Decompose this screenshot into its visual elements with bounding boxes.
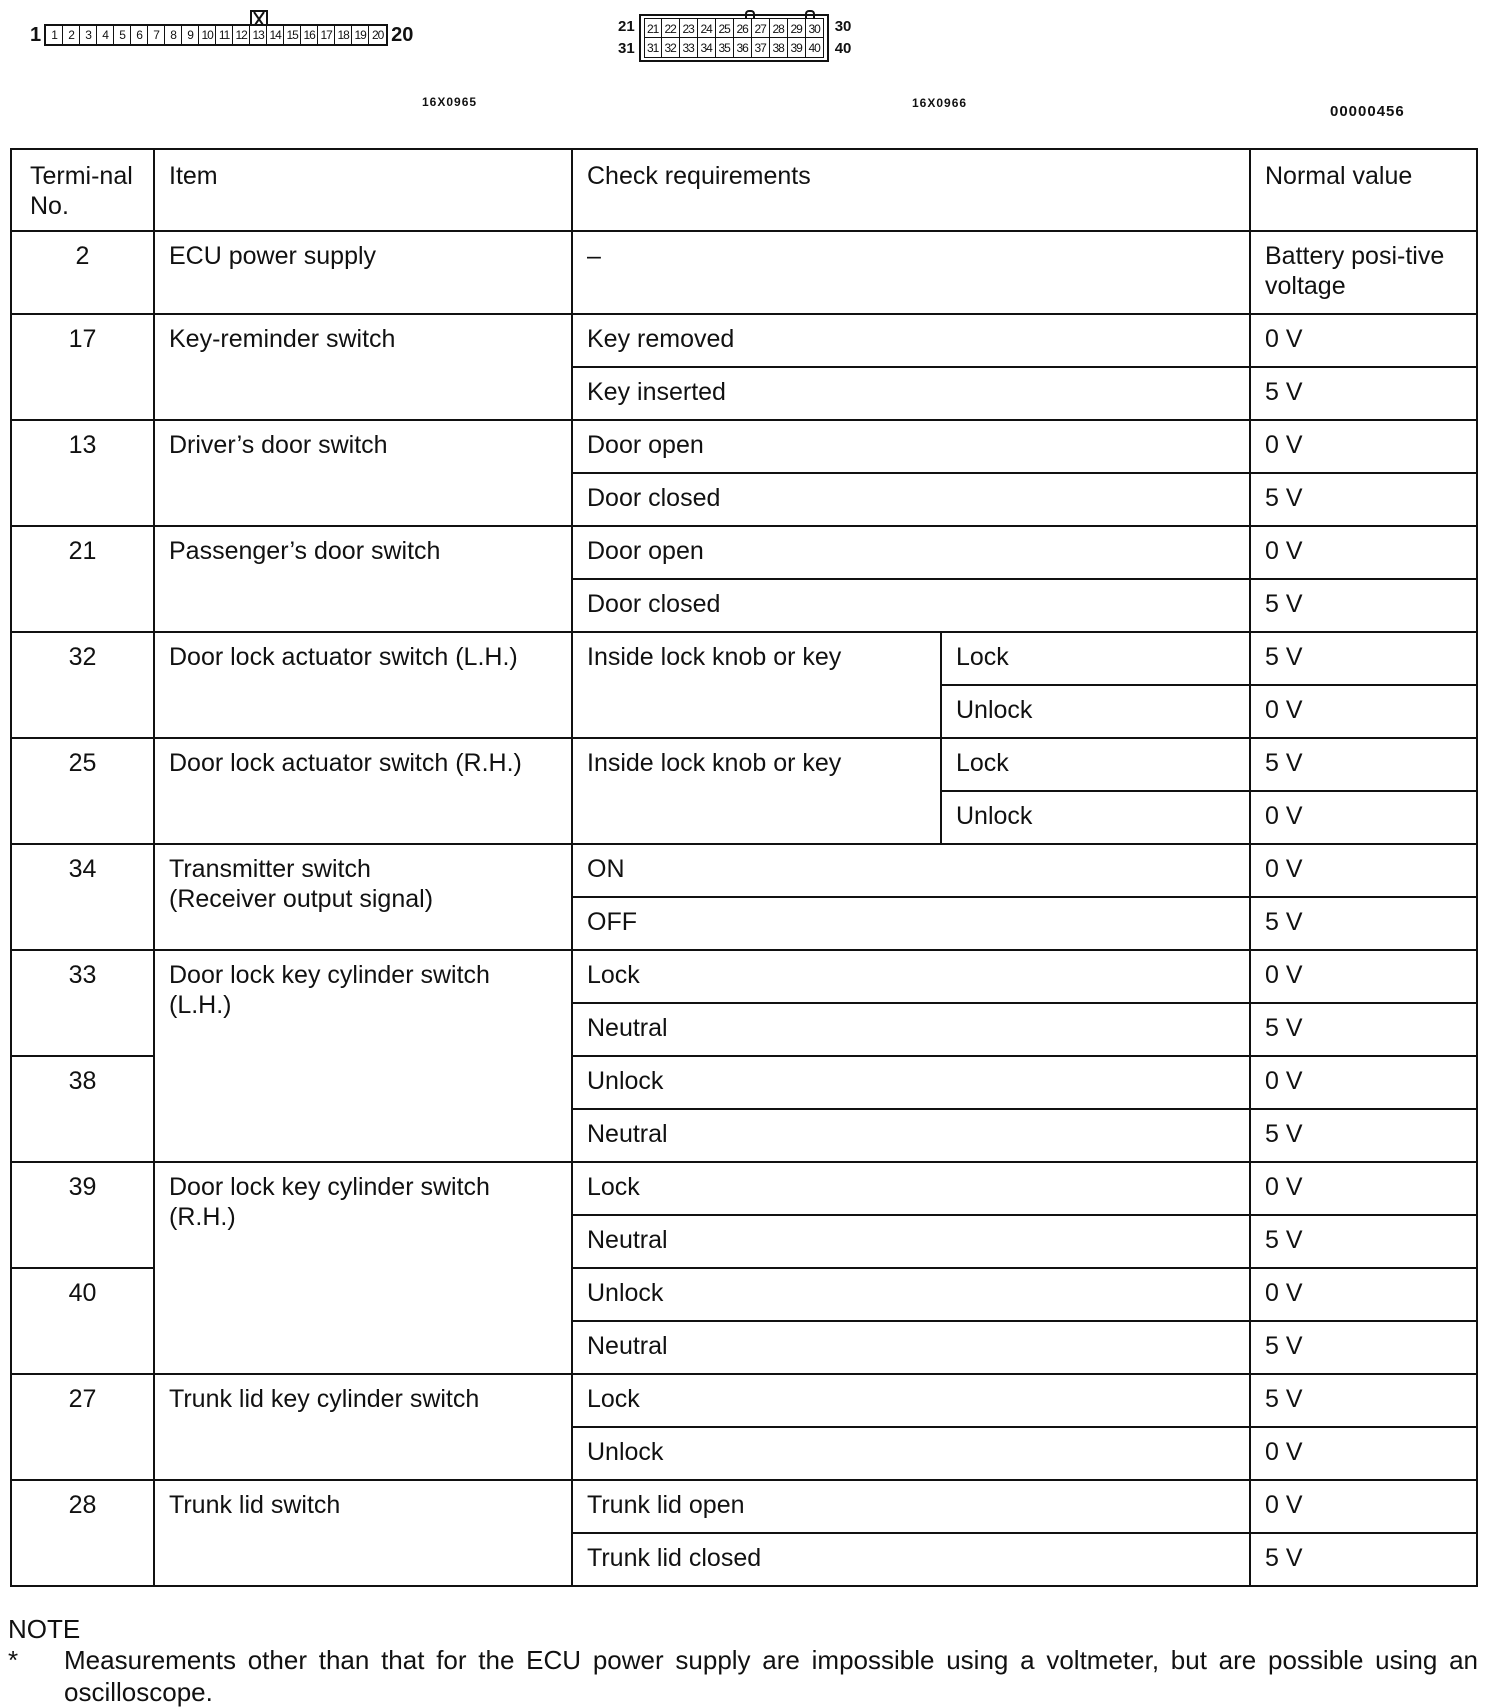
item-cell: Trunk lid switch: [154, 1480, 572, 1586]
connector-pin: 14: [267, 26, 284, 44]
connector-pin: 6: [131, 26, 148, 44]
table-row: [11, 314, 1477, 367]
terminal-cell: 2: [11, 231, 154, 314]
connector-pin: 35: [716, 38, 734, 58]
connector-pin: 40: [806, 38, 824, 58]
terminal-cell: 27: [11, 1374, 154, 1480]
value-cell: 5 V: [1250, 473, 1477, 526]
connector-pin: 20: [371, 28, 384, 42]
connector-pin: 27: [752, 18, 770, 38]
connector-b-row1-left-label: 21: [618, 18, 635, 35]
connector-pin: 28: [770, 18, 788, 38]
check-cell: Lock: [572, 1374, 1250, 1427]
connector-b-row1: [644, 18, 824, 38]
condition-cell: Inside lock knob or key: [572, 738, 941, 844]
check-cell: –: [572, 231, 1250, 314]
state-cell: Unlock: [941, 791, 1250, 844]
value-cell: 0 V: [1250, 1480, 1477, 1533]
connector-pin: 16: [301, 26, 318, 44]
value-cell: 0 V: [1250, 1056, 1477, 1109]
connector-pin: 32: [662, 38, 680, 58]
terminal-cell: 17: [11, 314, 154, 420]
terminal-cell: 33: [11, 950, 154, 1056]
value-cell: 0 V: [1250, 526, 1477, 579]
figure-code-a: 16X0965: [422, 95, 478, 109]
connector-pin: 9: [182, 26, 199, 44]
value-cell: 5 V: [1250, 1533, 1477, 1586]
value-cell: 0 V: [1250, 314, 1477, 367]
connector-pin: 30: [806, 18, 824, 38]
state-cell: Lock: [941, 632, 1250, 685]
table-row: [11, 1374, 1477, 1427]
terminal-cell: 38: [11, 1056, 154, 1162]
connector-pin: 13: [250, 26, 267, 44]
connector-pin: 22: [662, 18, 680, 38]
item-cell: Passenger’s door switch: [154, 526, 572, 632]
terminal-cell: 21: [11, 526, 154, 632]
value-cell: 5 V: [1250, 1374, 1477, 1427]
connector-a-diagram: [30, 24, 413, 46]
table-row: [11, 950, 1477, 1003]
value-cell: Battery posi-tive voltage: [1250, 231, 1477, 314]
check-cell: Trunk lid closed: [572, 1533, 1250, 1586]
connector-pin: 24: [698, 18, 716, 38]
check-cell: Unlock: [572, 1427, 1250, 1480]
terminal-check-table: [10, 148, 1478, 1587]
connector-pin: 3: [80, 26, 97, 44]
value-cell: 0 V: [1250, 950, 1477, 1003]
value-cell: 0 V: [1250, 1162, 1477, 1215]
value-cell: 5 V: [1250, 1109, 1477, 1162]
terminal-cell: 25: [11, 738, 154, 844]
connector-pin: 31: [644, 38, 662, 58]
check-cell: Door closed: [572, 579, 1250, 632]
connector-pin: 15: [284, 26, 301, 44]
value-cell: 5 V: [1250, 1321, 1477, 1374]
connector-a-left-label: 1: [30, 24, 42, 46]
item-line: (R.H.): [169, 1203, 236, 1231]
connector-b-row1-right-label: 30: [834, 18, 852, 35]
check-cell: Door open: [572, 526, 1250, 579]
check-cell: ON: [572, 844, 1250, 897]
note-item: [8, 1644, 1478, 1708]
connector-pin: 12: [233, 26, 250, 44]
check-cell: Neutral: [572, 1321, 1250, 1374]
item-cell: Driver’s door switch: [154, 420, 572, 526]
terminal-cell: 13: [11, 420, 154, 526]
table-row: [11, 632, 1477, 685]
value-cell: 5 V: [1250, 1215, 1477, 1268]
value-cell: 0 V: [1250, 420, 1477, 473]
connector-pin: 17: [318, 26, 335, 44]
connector-pin: 19: [352, 26, 369, 44]
value-cell: 0 V: [1250, 1268, 1477, 1321]
item-cell: Trunk lid key cylinder switch: [154, 1374, 572, 1480]
terminal-cell: 39: [11, 1162, 154, 1268]
value-cell: 5 V: [1250, 367, 1477, 420]
table-header-row: [11, 149, 1477, 231]
value-cell: 0 V: [1250, 791, 1477, 844]
item-line: (L.H.): [169, 991, 232, 1019]
check-cell: OFF: [572, 897, 1250, 950]
check-cell: Unlock: [572, 1056, 1250, 1109]
table-row: [11, 738, 1477, 791]
connector-pin: 7: [148, 26, 165, 44]
check-cell: Key inserted: [572, 367, 1250, 420]
note-text: Measurements other than that for the ECU power supply are impossible using a voltmeter, but are possible using an oscilloscope.: [64, 1645, 1478, 1707]
connector-b-row2: [644, 38, 824, 58]
connector-pin: 11: [216, 26, 233, 44]
table-row: [11, 526, 1477, 579]
connector-pin: 21: [644, 18, 662, 38]
connector-pin: 36: [734, 38, 752, 58]
value-cell: 5 V: [1250, 579, 1477, 632]
value-cell: 5 V: [1250, 632, 1477, 685]
table-row: [11, 420, 1477, 473]
header-check: Check requirements: [572, 149, 1250, 231]
connector-b-diagram: [618, 14, 851, 62]
connector-pin: 18: [335, 26, 352, 44]
value-cell: 0 V: [1250, 1427, 1477, 1480]
connector-pin: 4: [97, 26, 114, 44]
connector-pin: 26: [734, 18, 752, 38]
state-cell: Lock: [941, 738, 1250, 791]
terminal-cell: 40: [11, 1268, 154, 1374]
connector-pin: 39: [788, 38, 806, 58]
connector-a-right-label: 20: [391, 24, 414, 46]
check-cell: Unlock: [572, 1268, 1250, 1321]
item-cell: [154, 1162, 572, 1374]
connector-pin: 34: [698, 38, 716, 58]
check-cell: Door closed: [572, 473, 1250, 526]
connector-pin: 1: [46, 26, 63, 44]
check-cell: Door open: [572, 420, 1250, 473]
value-cell: 0 V: [1250, 844, 1477, 897]
connector-pin: 5: [114, 26, 131, 44]
note-title: NOTE: [8, 1614, 81, 1644]
connector-pin: 23: [680, 18, 698, 38]
figure-code-c: 00000456: [1330, 103, 1405, 120]
terminal-cell: 32: [11, 632, 154, 738]
terminal-cell: 34: [11, 844, 154, 950]
connector-pin: 29: [788, 18, 806, 38]
table-row: [11, 1480, 1477, 1533]
item-cell: [154, 844, 572, 950]
item-line: (Receiver output signal): [169, 885, 434, 913]
check-cell: Lock: [572, 950, 1250, 1003]
note-bullet: *: [8, 1645, 19, 1675]
table-row: [11, 844, 1477, 897]
check-cell: Neutral: [572, 1109, 1250, 1162]
header-terminal: Termi-nal No.: [11, 149, 154, 231]
table-row: [11, 1162, 1477, 1215]
connector-pin: 8: [165, 26, 182, 44]
condition-cell: Inside lock knob or key: [572, 632, 941, 738]
item-cell: [154, 950, 572, 1162]
value-cell: 5 V: [1250, 897, 1477, 950]
check-cell: Neutral: [572, 1003, 1250, 1056]
connector-b-row2-left-label: 31: [618, 40, 635, 57]
connector-a-pins: [44, 24, 388, 46]
item-line: Door lock key cylinder switch: [169, 1173, 490, 1201]
header-normal: Normal value: [1250, 149, 1477, 231]
connector-pin: 25: [716, 18, 734, 38]
item-cell: Door lock actuator switch (R.H.): [154, 738, 572, 844]
figure-code-b: 16X0966: [912, 96, 968, 110]
item-cell: Key-reminder switch: [154, 314, 572, 420]
connector-pin: 10: [199, 26, 216, 44]
state-cell: Unlock: [941, 685, 1250, 738]
item-cell: Door lock actuator switch (L.H.): [154, 632, 572, 738]
check-cell: Key removed: [572, 314, 1250, 367]
check-cell: Neutral: [572, 1215, 1250, 1268]
connector-pin: 37: [752, 38, 770, 58]
value-cell: 0 V: [1250, 685, 1477, 738]
check-cell: Lock: [572, 1162, 1250, 1215]
terminal-cell: 28: [11, 1480, 154, 1586]
connector-key-mark-icon: [250, 10, 268, 26]
value-cell: 5 V: [1250, 1003, 1477, 1056]
connector-pin: 33: [680, 38, 698, 58]
item-cell: ECU power supply: [154, 231, 572, 314]
header-item: Item: [154, 149, 572, 231]
value-cell: 5 V: [1250, 738, 1477, 791]
connector-pin: 38: [770, 38, 788, 58]
check-cell: Trunk lid open: [572, 1480, 1250, 1533]
item-line: Door lock key cylinder switch: [169, 961, 490, 989]
connector-b-body: [639, 14, 829, 62]
table-row: [11, 231, 1477, 314]
item-line: Transmitter switch: [169, 855, 371, 883]
connector-pin: 2: [63, 26, 80, 44]
connector-b-row2-right-label: 40: [834, 40, 852, 57]
